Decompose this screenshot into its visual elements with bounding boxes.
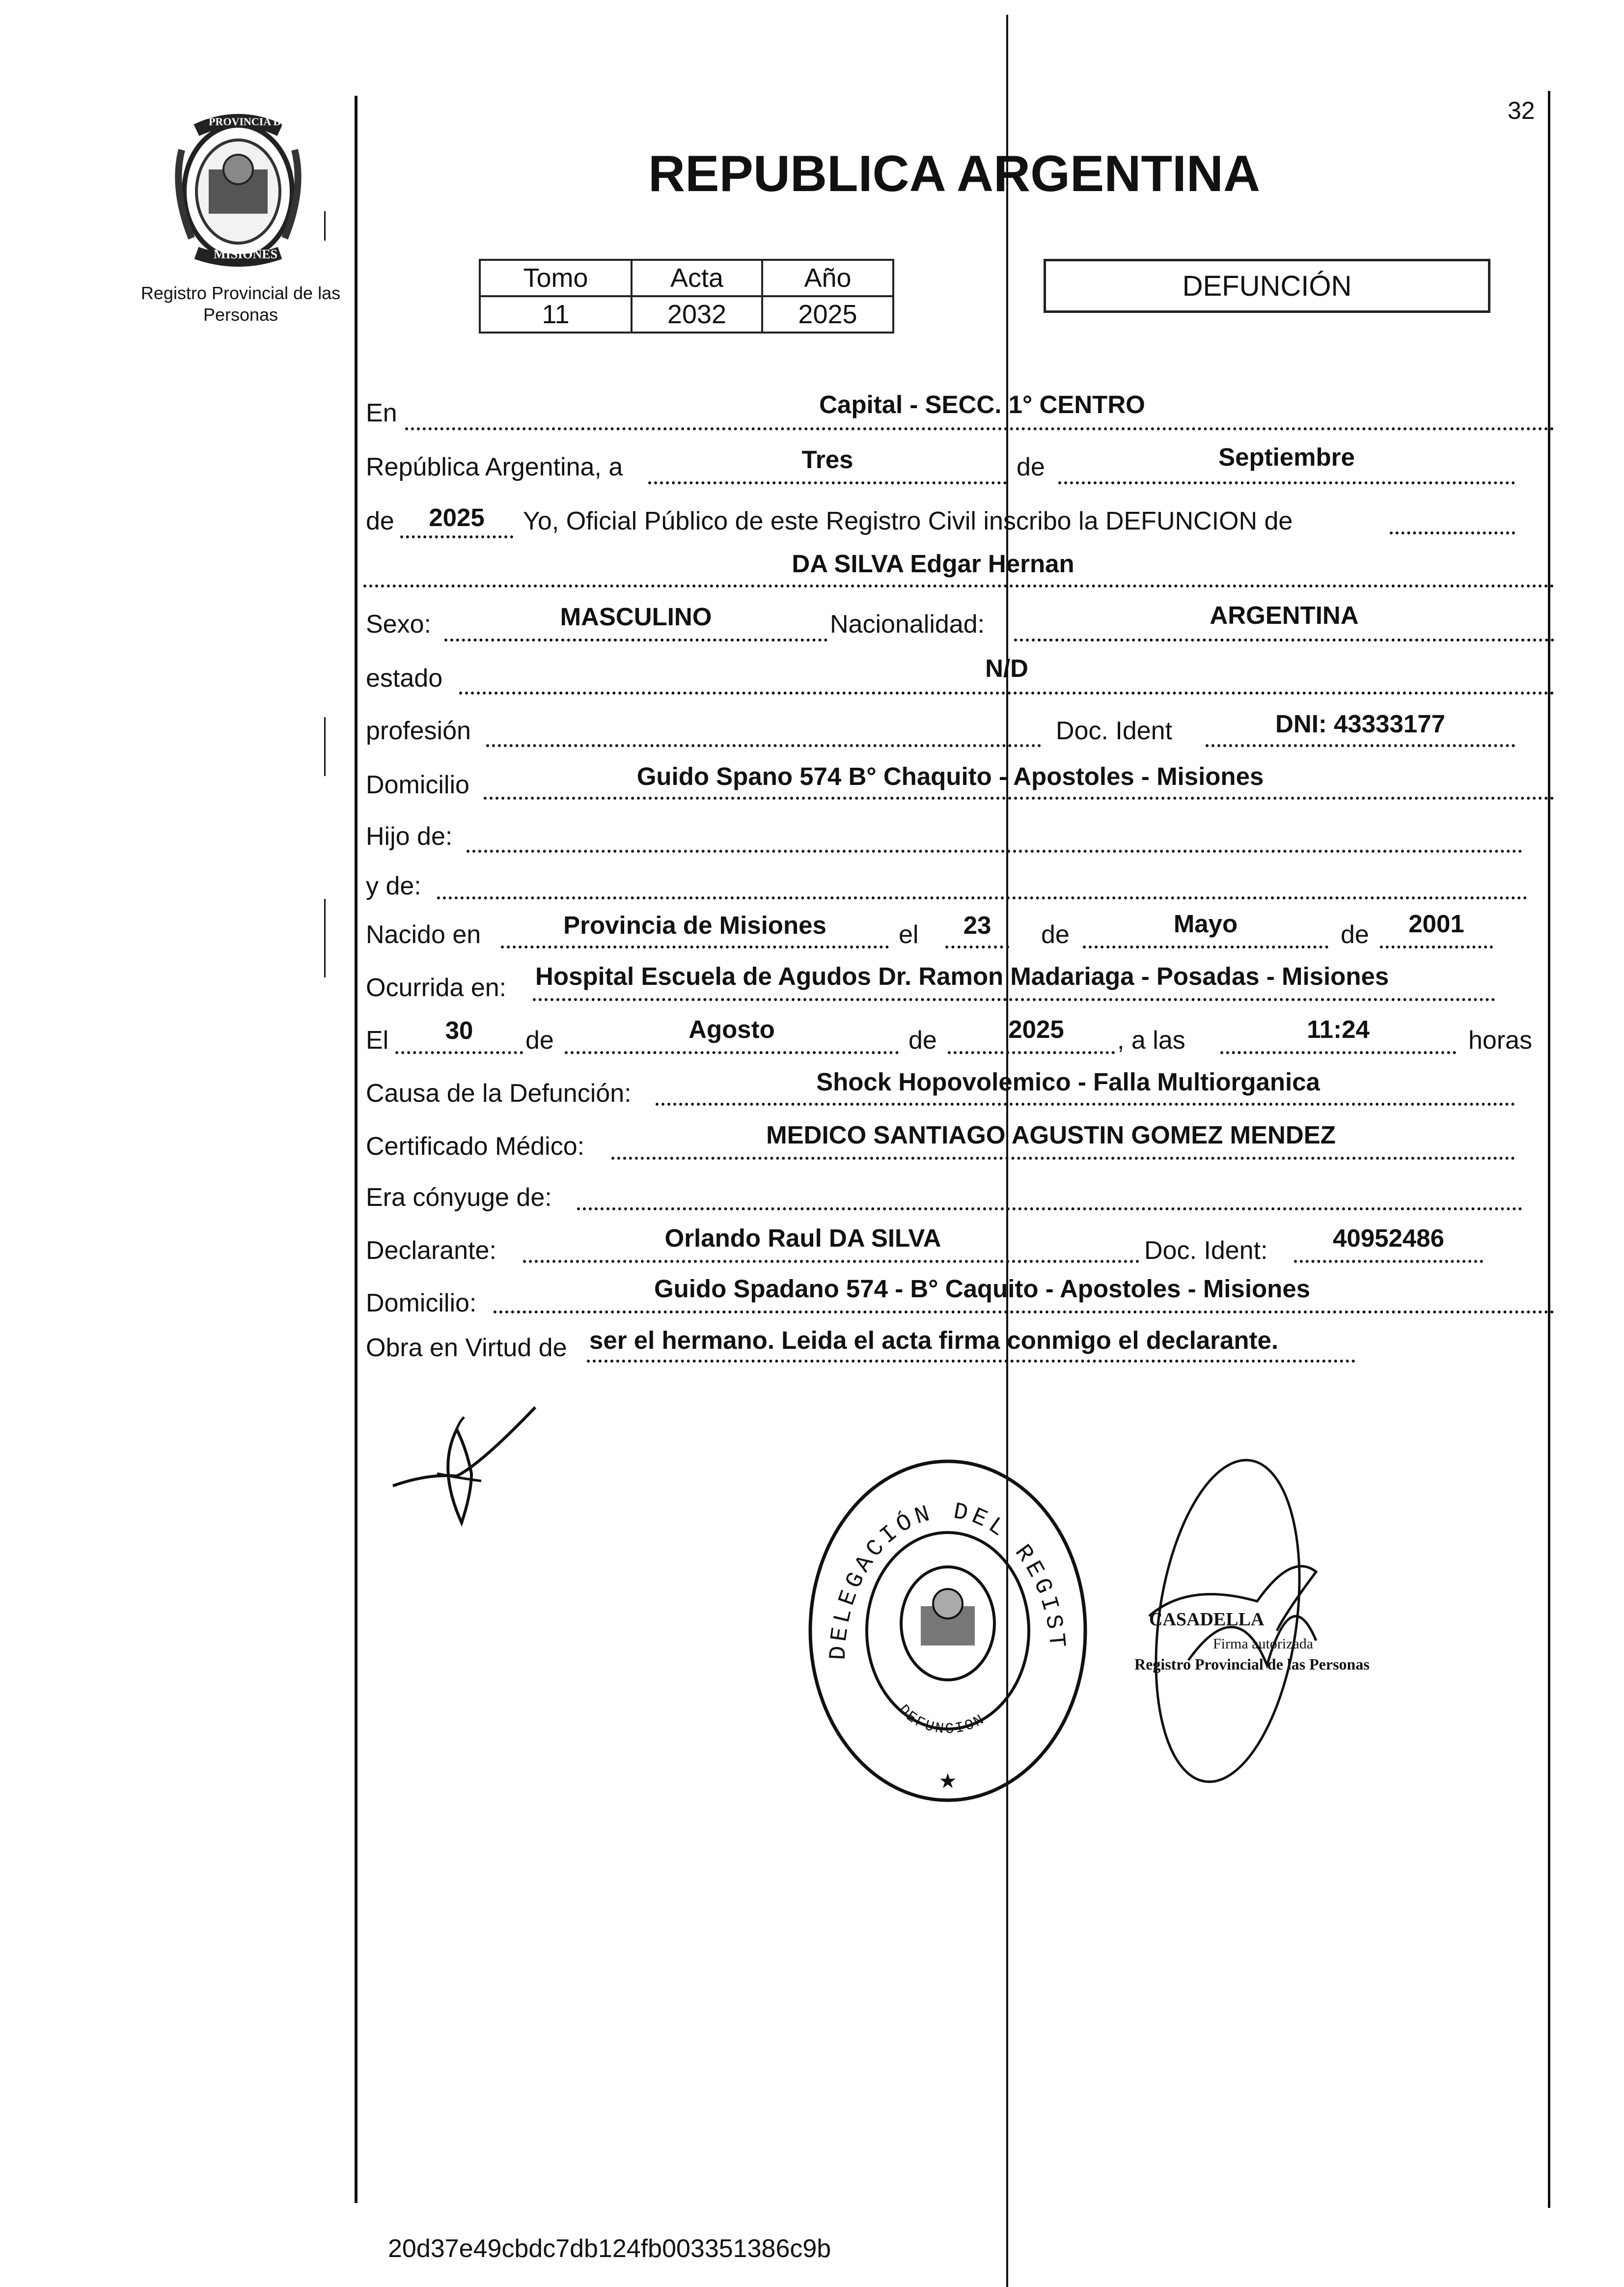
causa-line bbox=[656, 1103, 1515, 1106]
left-margin-line bbox=[355, 96, 358, 2203]
rep-label: República Argentina, a bbox=[366, 453, 623, 481]
footer-hash: 20d37e49cbdc7db124fb003351386c9b bbox=[388, 2234, 831, 2263]
en-line bbox=[405, 427, 1554, 430]
year-value: 2025 bbox=[429, 503, 485, 531]
record-table-header: Tomo bbox=[480, 260, 632, 296]
birth-day: 23 bbox=[963, 911, 991, 939]
domicilio2-value: Guido Spadano 574 - B° Caquito - Apostoles - Misiones bbox=[654, 1275, 1311, 1303]
day-line bbox=[648, 481, 1007, 484]
death-month-line bbox=[565, 1051, 899, 1054]
cert-line bbox=[611, 1157, 1515, 1160]
profesion-label: profesión bbox=[366, 717, 471, 745]
death-time: 11:24 bbox=[1307, 1015, 1370, 1043]
sexo-value: MASCULINO bbox=[560, 603, 712, 631]
estado-line bbox=[459, 692, 1554, 695]
death-year: 2025 bbox=[1008, 1015, 1064, 1043]
record-table-header: Acta bbox=[632, 260, 762, 296]
act-type-box bbox=[1044, 259, 1490, 313]
causa-label: Causa de la Defunción: bbox=[366, 1079, 632, 1108]
el2-label: El bbox=[366, 1026, 389, 1055]
official-signature bbox=[1129, 1454, 1473, 1808]
svg-text:DEFUNCION DIGITAL bbox=[800, 1454, 997, 1738]
registry-name: Registro Provincial de las Personas bbox=[140, 283, 341, 325]
de5-label: de bbox=[908, 1026, 937, 1055]
inscribo-text: Yo, Oficial Público de este Registro Civil inscribo la DEFUNCION de bbox=[523, 507, 1293, 535]
domicilio-value: Guido Spano 574 B° Chaquito - Apostoles - Misiones bbox=[636, 762, 1264, 790]
record-table-cell: 11 bbox=[480, 296, 632, 333]
hijo-label: Hijo de: bbox=[366, 822, 453, 851]
margin-mark bbox=[324, 717, 326, 776]
sexo-line bbox=[444, 639, 827, 641]
record-table-cell: 2032 bbox=[632, 296, 762, 333]
ocurrida-line bbox=[533, 998, 1495, 1001]
record-table-cell: 2025 bbox=[762, 296, 893, 333]
death-month: Agosto bbox=[688, 1015, 775, 1043]
death-day-line bbox=[395, 1051, 523, 1054]
domicilio-label: Domicilio bbox=[366, 771, 469, 799]
day-value: Tres bbox=[801, 446, 853, 474]
birth-year-line bbox=[1380, 946, 1493, 948]
death-year-line bbox=[948, 1051, 1115, 1054]
en-value: Capital - SECC. 1° CENTRO bbox=[819, 390, 1145, 418]
death-time-line bbox=[1220, 1051, 1456, 1054]
estado-value: N/D bbox=[985, 654, 1028, 682]
nacido-label: Nacido en bbox=[366, 920, 481, 949]
margin-mark bbox=[324, 211, 326, 241]
death-day: 30 bbox=[445, 1016, 473, 1044]
act-type: DEFUNCIÓN bbox=[1182, 270, 1352, 302]
declarante-label: Declarante: bbox=[366, 1236, 496, 1265]
stamp-outer-text: DELEGACIÓN DEL REGIST bbox=[825, 1498, 1070, 1661]
doc2-label: Doc. Ident: bbox=[1144, 1236, 1268, 1265]
name-line bbox=[363, 585, 1554, 587]
causa-value: Shock Hopovolemico - Falla Multiorganica bbox=[816, 1068, 1320, 1096]
cert-value: MEDICO SANTIAGO AGUSTIN GOMEZ MENDEZ bbox=[766, 1121, 1336, 1149]
doc2-line bbox=[1294, 1260, 1483, 1263]
birth-month-line bbox=[1083, 946, 1328, 948]
cert-label: Certificado Médico: bbox=[366, 1132, 585, 1161]
seal-text-top: PROVINCIA DE bbox=[209, 115, 288, 128]
stamp-inner-text: DEFUNCION bbox=[894, 1701, 989, 1738]
yde-label: y de: bbox=[366, 872, 421, 900]
month-line bbox=[1058, 481, 1515, 484]
month-value: Septiembre bbox=[1218, 443, 1355, 471]
nac-line bbox=[1014, 639, 1554, 641]
obra-line bbox=[587, 1360, 1355, 1363]
doc-value: DNI: 43333177 bbox=[1275, 710, 1445, 738]
doc2-value: 40952486 bbox=[1333, 1224, 1444, 1252]
nacido-value: Provincia de Misiones bbox=[563, 911, 826, 939]
de2-label: de bbox=[1041, 920, 1070, 949]
declarant-signature bbox=[388, 1400, 545, 1537]
page-title: REPUBLICA ARGENTINA bbox=[648, 145, 1261, 202]
conyuge-label: Era cónyuge de: bbox=[366, 1183, 552, 1212]
right-margin-line bbox=[1548, 91, 1550, 2208]
hijo-line bbox=[467, 850, 1522, 853]
domicilio2-label: Domicilio: bbox=[366, 1289, 477, 1317]
birth-day-line bbox=[945, 946, 1009, 948]
estado-label: estado bbox=[366, 664, 443, 693]
signature-registry: Registro Provincial de las Personas bbox=[1134, 1655, 1370, 1673]
registry-stamp bbox=[800, 1454, 1095, 1808]
en-label: En bbox=[366, 399, 397, 427]
svg-text:★: ★ bbox=[938, 1769, 957, 1793]
horas-label: horas bbox=[1468, 1026, 1533, 1055]
doc-label: Doc. Ident bbox=[1056, 717, 1173, 745]
alas-label: , a las bbox=[1117, 1026, 1185, 1055]
year-line bbox=[400, 535, 513, 538]
center-fold-line bbox=[1006, 15, 1008, 2287]
declarante-line bbox=[523, 1260, 1139, 1263]
obra-label: Obra en Virtud de bbox=[366, 1334, 567, 1362]
signature-role: Firma autorizada bbox=[1213, 1636, 1314, 1652]
nac-label: Nacionalidad: bbox=[830, 610, 985, 639]
year-prefix: de bbox=[366, 507, 394, 535]
domicilio-line bbox=[484, 797, 1554, 800]
name-value: DA SILVA Edgar Hernan bbox=[792, 550, 1074, 578]
birth-month: Mayo bbox=[1173, 910, 1238, 938]
page-number: 32 bbox=[1508, 97, 1535, 124]
doc-line bbox=[1206, 744, 1515, 747]
conyuge-line bbox=[577, 1207, 1522, 1210]
signature-name: CASADELLA bbox=[1149, 1609, 1265, 1630]
ocurrida-label: Ocurrida en: bbox=[366, 974, 507, 1002]
el-label: el bbox=[899, 920, 919, 949]
birth-year: 2001 bbox=[1408, 910, 1464, 938]
profesion-line bbox=[486, 744, 1041, 747]
yde-line bbox=[437, 896, 1527, 899]
obra-value: ser el hermano. Leida el acta firma conmigo el declarante. bbox=[589, 1326, 1279, 1354]
record-table bbox=[479, 259, 894, 334]
ocurrida-value: Hospital Escuela de Agudos Dr. Ramon Madariaga - Posadas - Misiones bbox=[535, 962, 1389, 990]
record-table-header: Año bbox=[762, 260, 893, 296]
de4-label: de bbox=[525, 1026, 554, 1055]
declarante-value: Orlando Raul DA SILVA bbox=[664, 1224, 941, 1252]
de3-label: de bbox=[1341, 920, 1369, 949]
seal-text-bottom: MISIONES bbox=[214, 247, 278, 261]
provincial-seal bbox=[162, 111, 314, 268]
margin-mark bbox=[324, 899, 326, 977]
nac-value: ARGENTINA bbox=[1210, 601, 1359, 629]
inscribo-line bbox=[1390, 531, 1515, 534]
domicilio2-line bbox=[494, 1311, 1554, 1313]
sexo-label: Sexo: bbox=[366, 610, 431, 639]
de-label: de bbox=[1017, 453, 1045, 481]
nacido-line bbox=[501, 946, 889, 948]
